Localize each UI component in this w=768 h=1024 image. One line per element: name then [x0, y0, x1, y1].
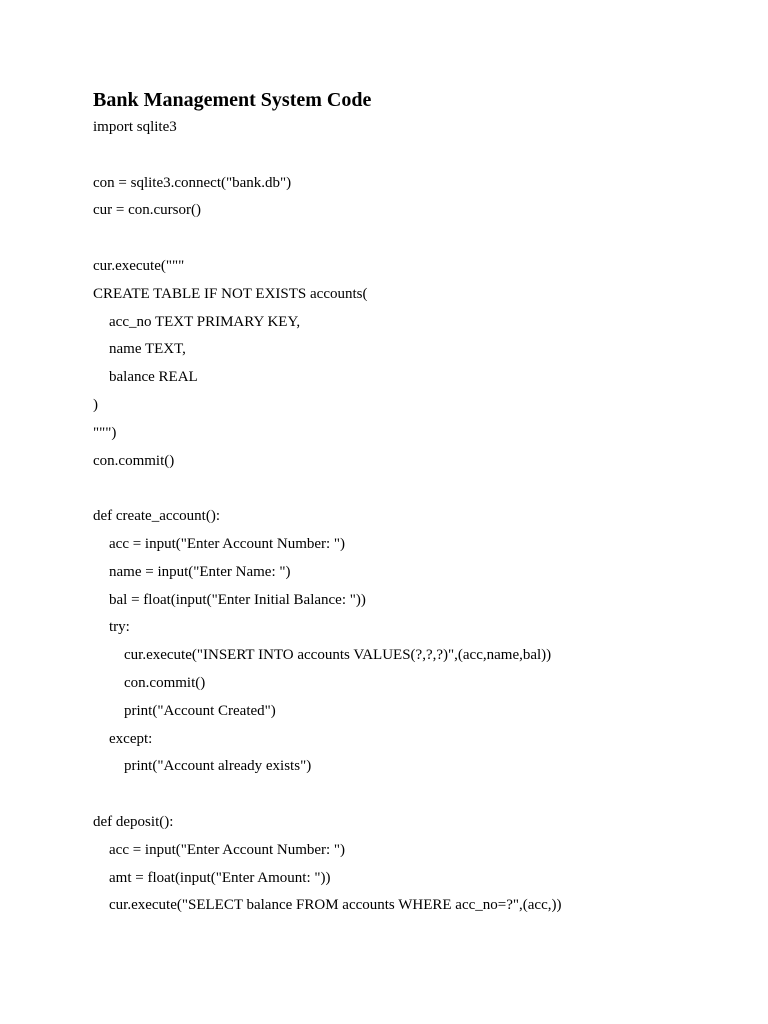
code-line: import sqlite3 — [93, 119, 177, 135]
code-line: cur.execute("INSERT INTO accounts VALUES(?,?,?)",(acc,name,bal)) — [124, 647, 552, 664]
code-line: name = input("Enter Name: ") — [109, 563, 291, 580]
blank-line — [93, 142, 733, 170]
code-line: """) — [93, 424, 117, 441]
code-line: def deposit(): — [93, 813, 174, 830]
code-line: except: — [109, 730, 153, 747]
code-line: name TEXT, — [109, 341, 186, 358]
blank-line — [93, 475, 733, 503]
code-line: con.commit() — [124, 674, 206, 691]
code-line: cur.execute(""" — [93, 257, 185, 274]
code-line: bal = float(input("Enter Initial Balance: ")) — [109, 591, 366, 608]
code-line: def create_account(): — [93, 508, 220, 525]
code-line: print("Account Created") — [124, 702, 276, 719]
code-line: CREATE TABLE IF NOT EXISTS accounts( — [93, 285, 368, 302]
code-line: acc = input("Enter Account Number: ") — [109, 535, 346, 552]
code-line: acc_no TEXT PRIMARY KEY, — [109, 313, 301, 330]
blank-line — [93, 225, 733, 253]
code-line: con.commit() — [93, 452, 175, 469]
code-line: cur = con.cursor() — [93, 202, 201, 219]
blank-line — [93, 781, 733, 809]
code-line: balance REAL — [109, 369, 198, 386]
code-line: ) — [93, 396, 98, 413]
code-line: acc = input("Enter Account Number: ") — [109, 841, 346, 858]
code-line: cur.execute("SELECT balance FROM accounts WHERE acc_no=?",(acc,)) — [109, 897, 562, 914]
document-title: Bank Management System Code — [93, 89, 372, 111]
code-listing — [93, 114, 733, 920]
code-line: print("Account already exists") — [124, 758, 312, 775]
code-line: con = sqlite3.connect("bank.db") — [93, 174, 292, 191]
code-line: try: — [109, 619, 130, 636]
code-line: amt = float(input("Enter Amount: ")) — [109, 869, 331, 886]
